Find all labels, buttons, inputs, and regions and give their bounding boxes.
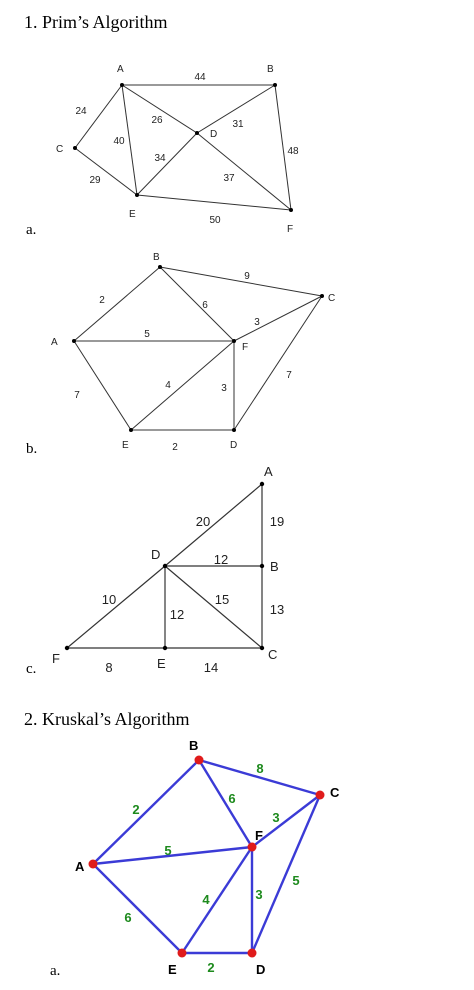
edge-weight-b-f: 6 bbox=[202, 300, 208, 311]
edge-weight-b-f: 48 bbox=[287, 146, 299, 157]
edge-f-d bbox=[67, 566, 165, 648]
node-label-d: D bbox=[230, 440, 238, 451]
node-c bbox=[316, 791, 325, 800]
node-label-e: E bbox=[168, 962, 177, 977]
node-f bbox=[65, 646, 69, 650]
edge-weight-c-d: 7 bbox=[286, 370, 292, 381]
edge-weight-f-e: 8 bbox=[105, 660, 113, 675]
prim-b-label: b. bbox=[26, 441, 38, 457]
edge-weight-a-b: 2 bbox=[132, 802, 140, 817]
node-label-e: E bbox=[129, 209, 136, 220]
edge-weight-a-d: 26 bbox=[151, 115, 163, 126]
edge-weight-d-e: 12 bbox=[169, 607, 185, 622]
kruskal-a-graph bbox=[62, 733, 342, 978]
node-a bbox=[260, 482, 264, 486]
edge-weight-a-e: 7 bbox=[74, 390, 80, 401]
edge-c-e bbox=[75, 148, 137, 195]
node-b bbox=[260, 564, 264, 568]
node-label-f: F bbox=[242, 342, 249, 353]
node-e bbox=[135, 193, 139, 197]
node-label-d: D bbox=[256, 962, 266, 977]
edge-weight-f-c: 3 bbox=[254, 317, 260, 328]
edge-weight-d-e: 34 bbox=[154, 153, 166, 164]
edge-weight-b-f: 6 bbox=[228, 791, 236, 806]
edge-weight-a-b: 2 bbox=[99, 295, 105, 306]
node-label-b: B bbox=[270, 559, 279, 574]
edge-d-e bbox=[137, 133, 197, 195]
node-label-c: C bbox=[56, 144, 64, 155]
edge-weight-d-f: 37 bbox=[223, 173, 235, 184]
node-f bbox=[289, 208, 293, 212]
edge-e-f bbox=[131, 341, 234, 430]
edge-weight-d-b: 12 bbox=[213, 552, 229, 567]
node-e bbox=[163, 646, 167, 650]
node-label-f: F bbox=[52, 651, 60, 666]
edge-weight-f-d: 3 bbox=[255, 887, 263, 902]
prim-a-label: a. bbox=[26, 222, 37, 238]
edge-weight-a-f: 5 bbox=[164, 843, 172, 858]
node-c bbox=[320, 294, 324, 298]
edge-a-e bbox=[93, 864, 182, 953]
node-label-c: C bbox=[268, 647, 278, 662]
node-d bbox=[232, 428, 236, 432]
node-label-d: D bbox=[151, 547, 161, 562]
edge-c-d bbox=[252, 795, 320, 953]
node-f bbox=[232, 339, 236, 343]
node-label-f: F bbox=[255, 828, 263, 843]
node-label-a: A bbox=[117, 64, 124, 75]
node-e bbox=[178, 949, 187, 958]
edge-weight-b-c: 13 bbox=[269, 602, 285, 617]
edge-a-b bbox=[93, 760, 199, 864]
edge-weight-b-c: 8 bbox=[256, 761, 264, 776]
edge-e-f bbox=[182, 847, 252, 953]
edge-weight-a-c: 24 bbox=[75, 106, 87, 117]
edge-weight-e-d: 2 bbox=[207, 960, 215, 975]
node-label-b: B bbox=[153, 252, 160, 263]
edge-weight-e-d: 2 bbox=[172, 442, 178, 453]
kruskal-a-label: a. bbox=[50, 963, 61, 979]
node-label-d: D bbox=[210, 129, 218, 140]
edge-weight-a-b: 44 bbox=[194, 72, 206, 83]
edge-d-f bbox=[197, 133, 291, 210]
edge-a-f bbox=[93, 847, 252, 864]
node-e bbox=[129, 428, 133, 432]
node-label-b: B bbox=[267, 64, 274, 75]
prim-c-label: c. bbox=[26, 661, 37, 677]
edge-weight-c-d: 5 bbox=[292, 873, 300, 888]
node-a bbox=[89, 860, 98, 869]
edge-weight-e-f: 50 bbox=[209, 215, 221, 226]
edge-weight-e-f: 4 bbox=[202, 892, 210, 907]
edge-e-f bbox=[137, 195, 291, 210]
edge-weight-f-d: 3 bbox=[221, 383, 227, 394]
node-b bbox=[158, 265, 162, 269]
node-label-e: E bbox=[157, 656, 166, 671]
edge-weight-e-c: 14 bbox=[203, 660, 219, 675]
node-label-e: E bbox=[122, 440, 129, 451]
edge-f-c bbox=[234, 296, 322, 341]
edge-weight-d-a: 20 bbox=[195, 514, 211, 529]
node-c bbox=[73, 146, 77, 150]
node-b bbox=[195, 756, 204, 765]
node-c bbox=[260, 646, 264, 650]
edge-weight-a-b: 19 bbox=[269, 514, 285, 529]
edge-weight-b-c: 9 bbox=[244, 271, 250, 282]
edge-weight-a-e: 6 bbox=[124, 910, 132, 925]
node-label-f: F bbox=[287, 224, 294, 235]
edge-weight-e-f: 4 bbox=[165, 380, 171, 391]
node-label-b: B bbox=[189, 738, 199, 753]
edge-weight-b-d: 31 bbox=[232, 119, 244, 130]
prim-a-graph bbox=[47, 55, 307, 238]
node-f bbox=[248, 843, 257, 852]
edge-c-d bbox=[234, 296, 322, 430]
node-label-a: A bbox=[75, 859, 85, 874]
edge-weight-a-f: 5 bbox=[144, 329, 150, 340]
prim-c-graph bbox=[47, 462, 294, 677]
node-label-c: C bbox=[328, 293, 336, 304]
edge-weight-d-c: 15 bbox=[214, 592, 230, 607]
edge-weight-f-d: 10 bbox=[101, 592, 117, 607]
prim-b-graph bbox=[47, 244, 341, 456]
node-b bbox=[273, 83, 277, 87]
node-a bbox=[72, 339, 76, 343]
edge-weight-f-c: 3 bbox=[272, 810, 280, 825]
node-a bbox=[120, 83, 124, 87]
prim-heading: 1. Prim’s Algorithm bbox=[24, 12, 168, 32]
node-d bbox=[163, 564, 167, 568]
node-d bbox=[195, 131, 199, 135]
edge-weight-c-e: 29 bbox=[89, 175, 101, 186]
kruskal-heading: 2. Kruskal’s Algorithm bbox=[24, 709, 190, 729]
edge-weight-a-e: 40 bbox=[113, 136, 125, 147]
edge-a-e bbox=[74, 341, 131, 430]
node-label-a: A bbox=[264, 464, 273, 479]
node-label-a: A bbox=[51, 337, 58, 348]
node-label-c: C bbox=[330, 785, 340, 800]
node-d bbox=[248, 949, 257, 958]
